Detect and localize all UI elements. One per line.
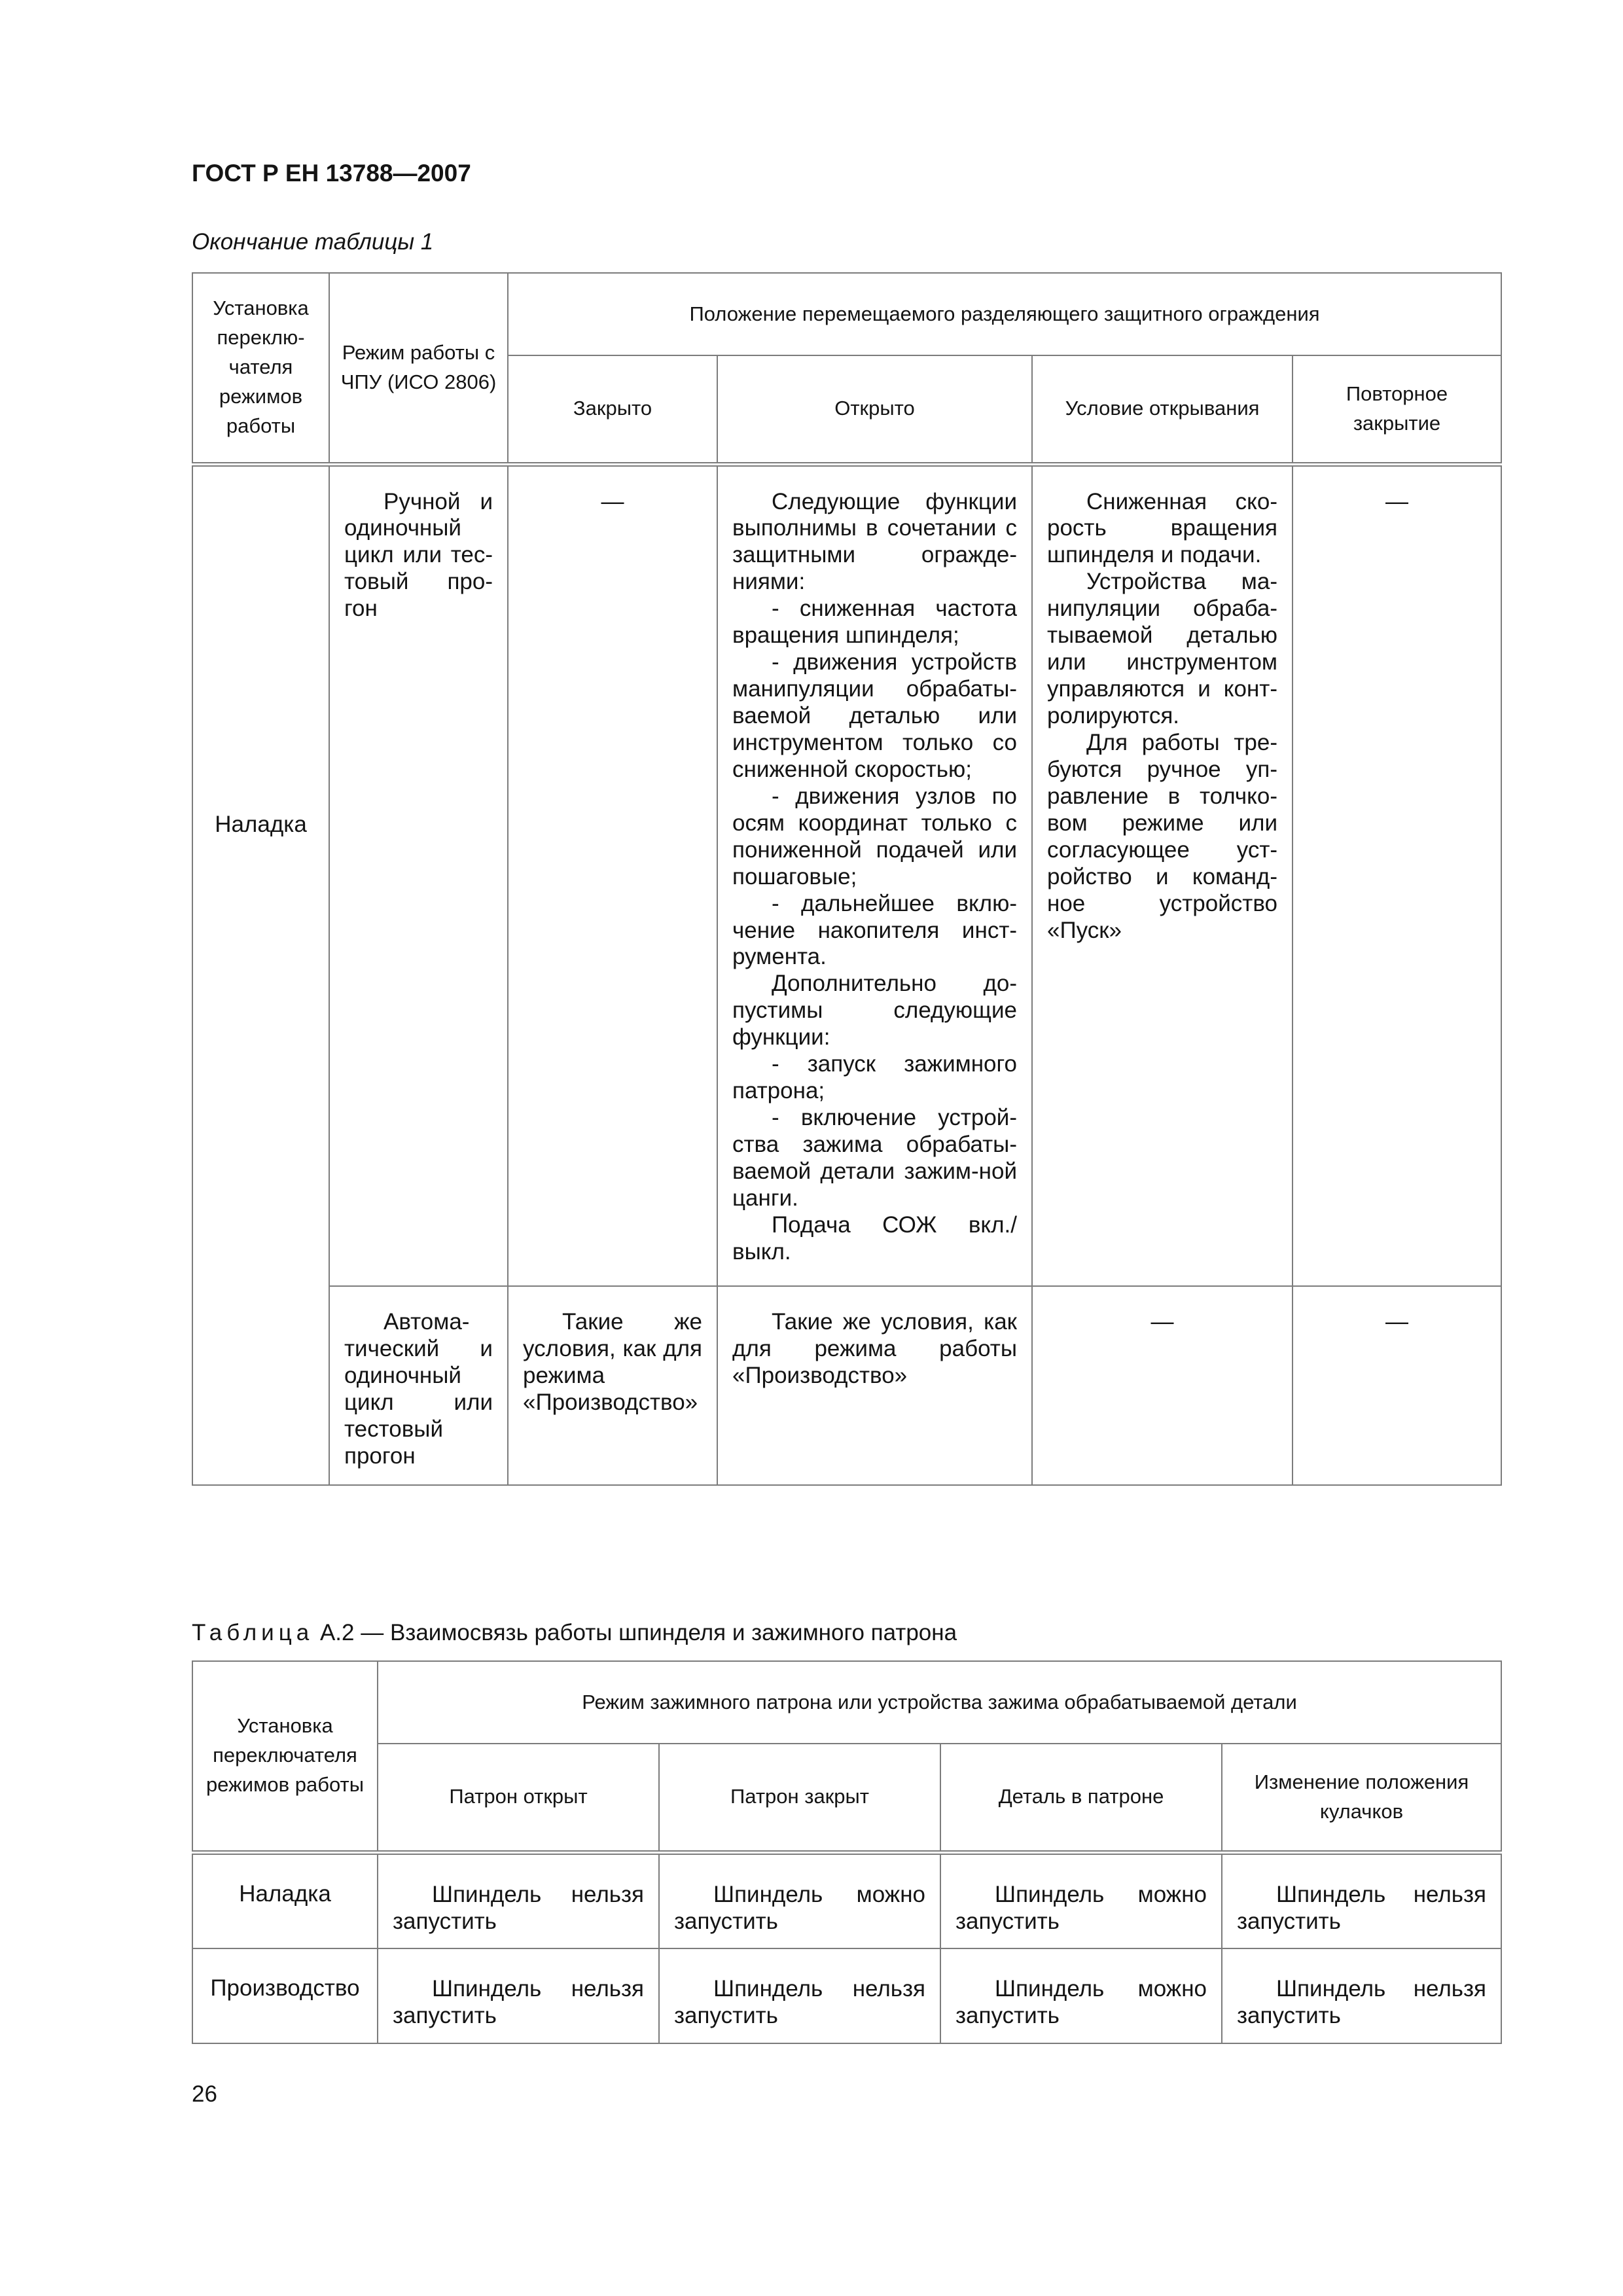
cnc-mode-manual [329,464,508,1286]
t2-production-jaw-change [1222,1948,1501,2043]
t2-setup-chuck-open [378,1852,659,1948]
reclose-auto: — [1293,1286,1501,1485]
mode-setup: Наладка [192,464,329,1485]
open-manual-p5: - дальнейшее вклю-чение накопителя инст-румента. [732,890,1017,970]
t2-setup-part-in-chuck-text: Шпиндель можно запустить [955,1881,1207,1934]
header-open: Открыто [717,355,1032,464]
t2-header-chuck-closed: Патрон закрыт [659,1744,940,1852]
t2-mode-setup: Наладка [192,1852,378,1948]
header-reclose: Повторное закрытие [1293,355,1501,464]
header-opening-condition: Условие открывания [1032,355,1293,464]
t2-header-chuck-mode: Режим зажимного патрона или устройства зажима обрабатываемой детали [378,1661,1501,1744]
opening-condition-p1: Сниженная ско-рость вращения шпинделя и подачи. [1047,488,1277,568]
open-manual-p3: - движения устройств манипуляции обрабаты-ваемой деталью или инструментом только со сниженной скоростью; [732,649,1017,782]
table2-caption-prefix: Таблица [192,1620,314,1645]
open-manual-p9: Подача СОЖ вкл./выкл. [732,1211,1017,1265]
reclose-manual: — [1293,464,1501,1286]
t2-production-part-in-chuck [940,1948,1222,2043]
t2-production-chuck-closed [659,1948,940,2043]
header-cnc-mode: Режим работы с ЧПУ (ИСО 2806) [329,273,508,464]
open-manual [717,464,1032,1286]
open-manual-p2: - сниженная частота вращения шпинделя; [732,596,1017,649]
closed-auto-text: Такие же условия, как для режима «Производство» [523,1309,702,1415]
t2-production-chuck-open-text: Шпиндель нельзя запустить [393,1976,644,2029]
t2-mode-production: Производство [192,1948,378,2043]
cnc-mode-auto-text: Автома-тический и одиночный цикл или тестовый прогон [344,1309,493,1469]
t2-header-chuck-open: Патрон открыт [378,1744,659,1852]
cnc-mode-auto [329,1286,508,1485]
closed-auto [508,1286,717,1485]
t2-setup-chuck-open-text: Шпиндель нельзя запустить [393,1881,644,1934]
open-manual-p7: - запуск зажимного патрона; [732,1051,1017,1104]
opening-condition-p3: Для работы тре-буются ручное уп-равление в толчко-вом режиме или согласующее уст-ройство и команд-ное устройство «Пуск» [1047,729,1277,943]
document-code: ГОСТ Р ЕН 13788—2007 [192,160,471,187]
opening-condition-manual [1032,464,1293,1286]
header-mode-switch: Установка переклю-чателя режимов работы [192,273,329,464]
t2-setup-jaw-change [1222,1852,1501,1948]
t2-setup-chuck-closed-text: Шпиндель можно запустить [674,1881,925,1934]
t2-production-chuck-open [378,1948,659,2043]
cnc-mode-manual-text: Ручной и одиночный цикл или тес-товый про-гон [344,488,493,622]
t2-header-mode-switch: Установка переключателя режимов работы [192,1661,378,1852]
opening-condition-p2: Устройства ма-нипуляции обраба-тываемой деталью или инструментом управляются и конт-ролируются. [1047,569,1277,728]
open-auto [717,1286,1032,1485]
t2-setup-part-in-chuck [940,1852,1222,1948]
opening-condition-auto: — [1032,1286,1293,1485]
table-1 [192,272,1502,1486]
table2-caption-title: А.2 — Взаимосвязь работы шпинделя и зажимного патрона [313,1620,957,1645]
t2-production-jaw-change-text: Шпиндель нельзя запустить [1237,1976,1486,2029]
table2-caption [192,1620,957,1646]
open-manual-p8: - включение устрой-ства зажима обрабаты-ваемой детали зажим-ной цанги. [732,1105,1017,1211]
header-closed: Закрыто [508,355,717,464]
t2-setup-chuck-closed [659,1852,940,1948]
t2-header-jaw-change: Изменение положения кулачков [1222,1744,1501,1852]
t2-production-part-in-chuck-text: Шпиндель можно запустить [955,1976,1207,2029]
open-auto-text: Такие же условия, как для режима работы «Производство» [732,1309,1017,1388]
open-manual-p6: Дополнительно до-пустимы следующие функции: [732,971,1017,1050]
t2-header-part-in-chuck: Деталь в патроне [940,1744,1222,1852]
table1-caption: Окончание таблицы 1 [192,229,434,255]
page-number: 26 [192,2081,217,2107]
closed-manual: — [508,464,717,1286]
header-guard-position: Положение перемещаемого разделяющего защитного ограждения [508,273,1501,355]
open-manual-p4: - движения узлов по осям координат только с пониженной подачей или пошаговые; [732,783,1017,889]
table-a2 [192,1660,1502,2044]
t2-setup-jaw-change-text: Шпиндель нельзя запустить [1237,1881,1486,1934]
open-manual-p1: Следующие функции выполнимы в сочетании с защитными огражде-ниями: [732,488,1017,595]
t2-production-chuck-closed-text: Шпиндель нельзя запустить [674,1976,925,2029]
